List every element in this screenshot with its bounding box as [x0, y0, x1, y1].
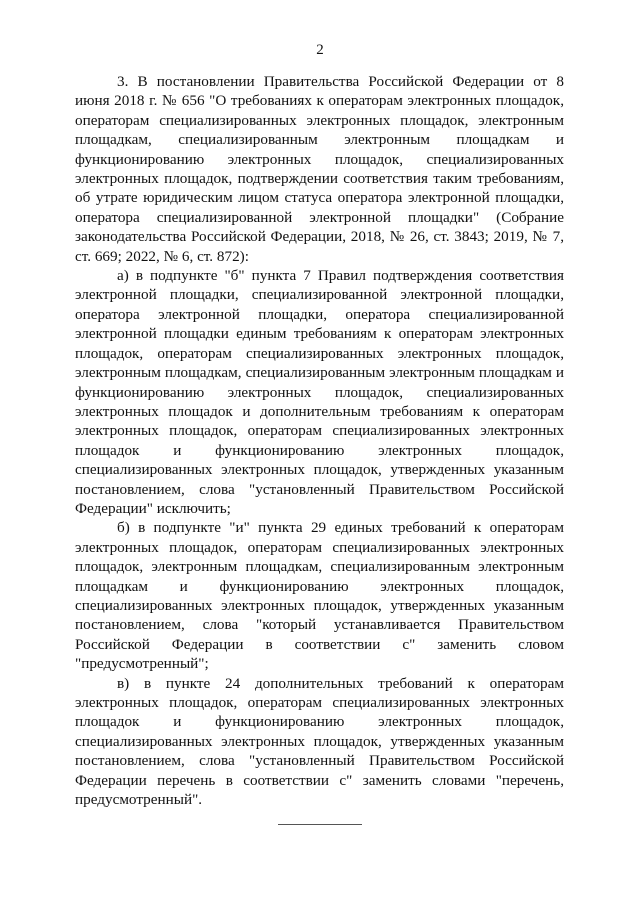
- subparagraph-b: б) в подпункте "и" пункта 29 единых требований к операторам электронных площадок, операторам специализированных электронных площадок, электронным площадкам, специализированным электронным площадкам и функционированию электронных площадок, специализированных электронных площадок, утвержденных указанным постановлением, слова "который устанавливается Правительством Российской Федерации в соответствии с" заменить словом "предусмотренный";: [75, 519, 564, 673]
- subparagraph-a: а) в подпункте "б" пункта 7 Правил подтверждения соответствия электронной площадки, специализированной электронной площадки, оператора электронной площадки, оператора специализированной электронной площадки единым требованиям к операторам электронных площадок, операторам специализированных электронных площадок, электронным площадкам, специализированным электронным площадкам и функционированию электронных площадок, специализированных электронных площадок и дополнительным требованиям к операторам электронных площадок, операторам специализированных электронных площадок и функционированию электронных площадок, специализированных электронных площадок, утвержденных указанным постановлением, слова "установленный Правительством Российской Федерации" исключить;: [75, 267, 564, 517]
- subparagraph-v: в) в пункте 24 дополнительных требований к операторам электронных площадок, операторам специализированных электронных площадок и функционированию электронных площадок, специализированных электронных площадок, утвержденных указанным постановлением, слова "установленный Правительством Российской Федерации перечень в соответствии с" заменить словами "перечень, предусмотренный".: [75, 674, 564, 809]
- page-number: 2: [316, 42, 324, 58]
- document-body: [75, 72, 564, 809]
- paragraph-item-3: 3. В постановлении Правительства Российской Федерации от 8 июня 2018 г. № 656 "О требованиях к операторам электронных площадок, операторам специализированных электронных площадок, электронным площадкам, специализированным электронным площадкам и функционированию электронных площадок, специализированных электронных площадок, подтверждении соответствия таким требованиям, об утрате юридическим лицом статуса оператора электронной площадки, оператора специализированной электронной площадки" (Собрание законодательства Российской Федерации, 2018, № 26, ст. 3843; 2019, № 7, ст. 669; 2022, № 6, ст. 872):: [75, 73, 564, 265]
- closing-separator-line: [278, 824, 362, 825]
